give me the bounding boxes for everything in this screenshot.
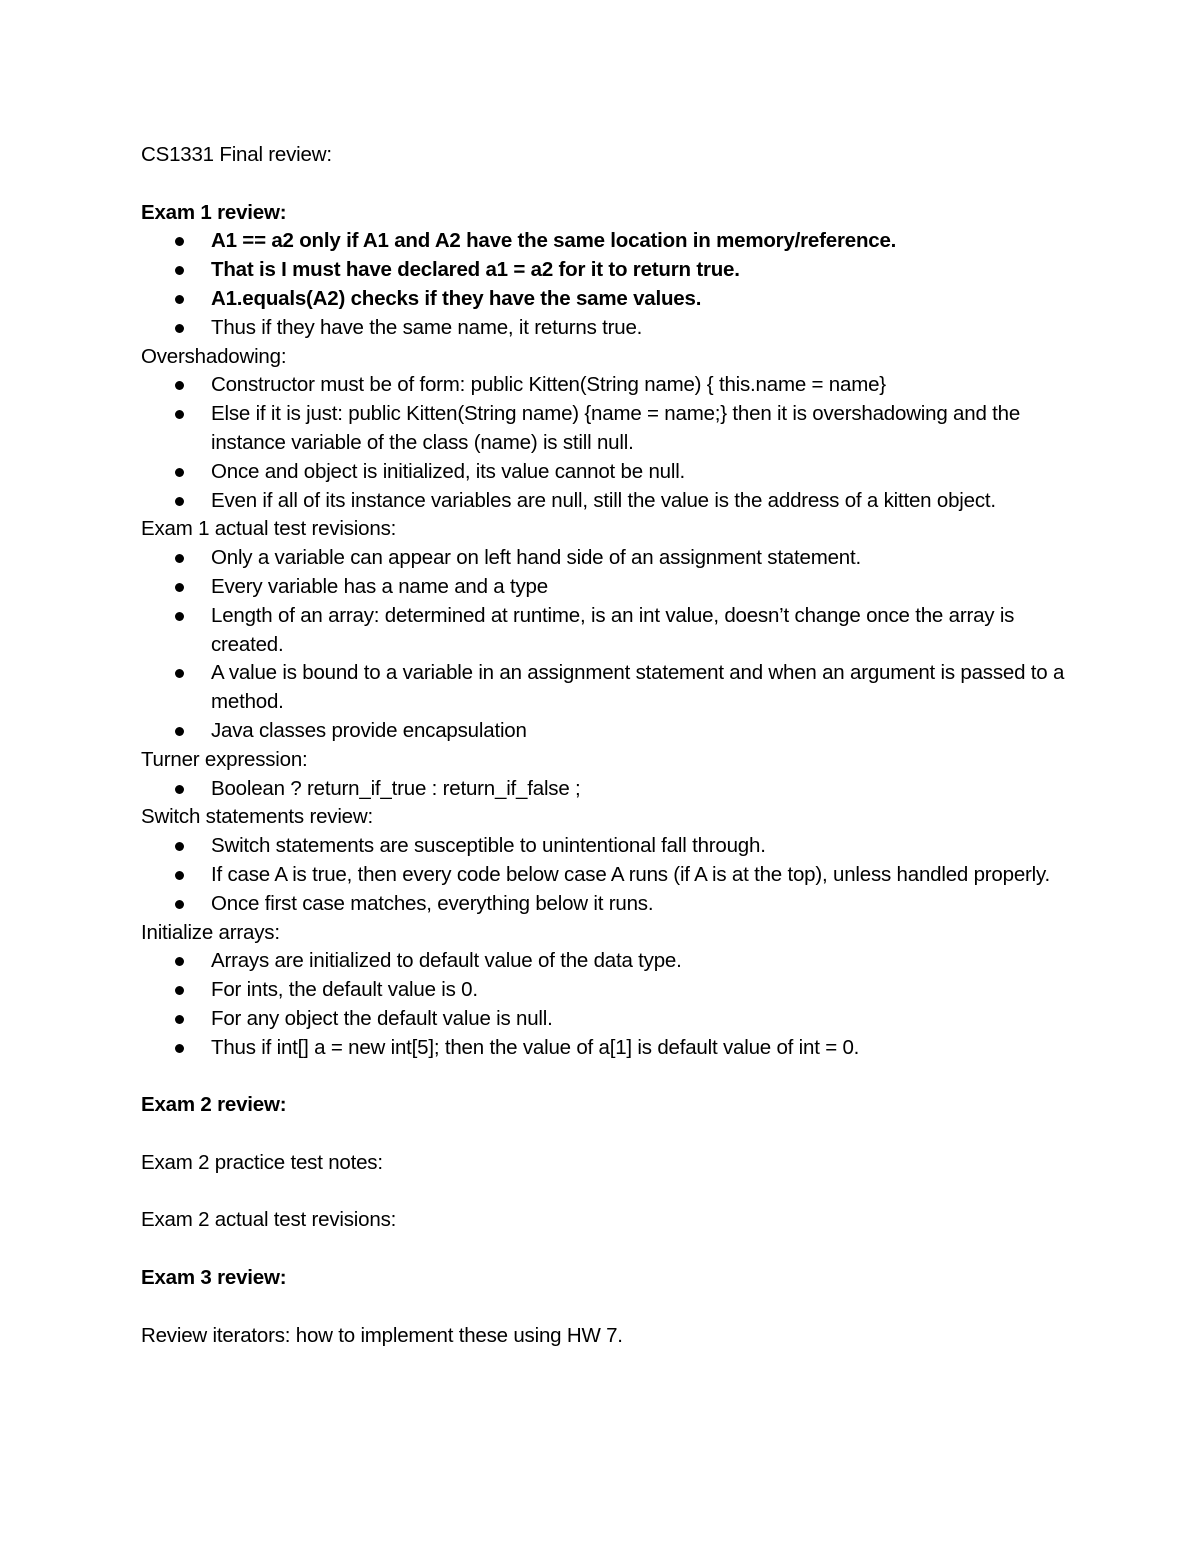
document-body: [141, 141, 1071, 1350]
overshadowing-list: [141, 371, 1071, 515]
blank-line: [141, 1293, 1071, 1322]
list-item: A1.equals(A2) checks if they have the same values.: [141, 285, 1071, 314]
list-item: For any object the default value is null.: [141, 1005, 1071, 1034]
bullet-icon: [175, 497, 184, 506]
bullet-icon: [175, 324, 184, 333]
bullet-icon: [175, 295, 184, 304]
list-item: Constructor must be of form: public Kitten(String name) { this.name = name}: [141, 371, 1071, 400]
document-title: CS1331 Final review:: [141, 143, 332, 166]
bullet-icon: [175, 612, 184, 621]
exam1-actual-heading: Exam 1 actual test revisions:: [141, 517, 397, 541]
bullet-icon: [175, 900, 184, 909]
list-item: Boolean ? return_if_true : return_if_false ;: [141, 775, 1071, 804]
exam1-actual-list: [141, 544, 1071, 746]
blank-line: [141, 170, 1071, 199]
bullet-icon: [175, 266, 184, 275]
list-item: A1 == a2 only if A1 and A2 have the same location in memory/reference.: [141, 227, 1071, 256]
list-item: Length of an array: determined at runtime, is an int value, doesn’t change once the array is created.: [141, 602, 1071, 660]
overshadowing-heading: Overshadowing:: [141, 344, 287, 368]
list-item: Arrays are initialized to default value of the data type.: [141, 947, 1071, 976]
blank-line: [141, 1178, 1071, 1207]
list-item: A value is bound to a variable in an assignment statement and when an argument is passed to a method.: [141, 659, 1071, 717]
blank-line: [141, 1235, 1071, 1264]
blank-line: [141, 1063, 1071, 1092]
exam2-practice-heading: Exam 2 practice test notes:: [141, 1150, 383, 1174]
list-item: That is I must have declared a1 = a2 for it to return true.: [141, 256, 1071, 285]
list-item: Once first case matches, everything below it runs.: [141, 890, 1071, 919]
list-item: Thus if int[] a = new int[5]; then the value of a[1] is default value of int = 0.: [141, 1034, 1071, 1063]
turner-heading: Turner expression:: [141, 747, 308, 771]
list-item: Java classes provide encapsulation: [141, 717, 1071, 746]
bullet-icon: [175, 669, 184, 678]
bullet-icon: [175, 785, 184, 794]
bullet-icon: [175, 727, 184, 736]
bullet-icon: [175, 381, 184, 390]
list-item: Only a variable can appear on left hand side of an assignment statement.: [141, 544, 1071, 573]
switch-list: [141, 832, 1071, 918]
bullet-icon: [175, 957, 184, 966]
exam1-heading: Exam 1 review:: [141, 200, 287, 224]
bullet-icon: [175, 871, 184, 880]
list-item: Once and object is initialized, its value cannot be null.: [141, 458, 1071, 487]
bullet-icon: [175, 986, 184, 995]
bullet-icon: [175, 237, 184, 246]
list-item: Even if all of its instance variables are null, still the value is the address of a kitten object.: [141, 487, 1071, 516]
exam3-iterators-note: Review iterators: how to implement these using HW 7.: [141, 1323, 623, 1347]
switch-heading: Switch statements review:: [141, 805, 373, 829]
exam2-heading: Exam 2 review:: [141, 1093, 287, 1117]
list-item: Else if it is just: public Kitten(String name) {name = name;} then it is overshadowing and the instance variable of the class (name) is still null.: [141, 400, 1071, 458]
bullet-icon: [175, 842, 184, 851]
bullet-icon: [175, 1015, 184, 1024]
blank-line: [141, 1120, 1071, 1149]
bullet-icon: [175, 583, 184, 592]
bullet-icon: [175, 468, 184, 477]
exam3-heading: Exam 3 review:: [141, 1266, 287, 1290]
turner-list: [141, 775, 1071, 804]
bullet-icon: [175, 1044, 184, 1053]
exam1-list: [141, 227, 1071, 342]
arrays-heading: Initialize arrays:: [141, 920, 280, 944]
bullet-icon: [175, 410, 184, 419]
list-item: Every variable has a name and a type: [141, 573, 1071, 602]
bullet-icon: [175, 554, 184, 563]
list-item: For ints, the default value is 0.: [141, 976, 1071, 1005]
exam2-actual-heading: Exam 2 actual test revisions:: [141, 1208, 397, 1232]
arrays-list: [141, 947, 1071, 1062]
list-item: Thus if they have the same name, it returns true.: [141, 314, 1071, 343]
list-item: Switch statements are susceptible to unintentional fall through.: [141, 832, 1071, 861]
list-item: If case A is true, then every code below case A runs (if A is at the top), unless handled properly.: [141, 861, 1071, 890]
